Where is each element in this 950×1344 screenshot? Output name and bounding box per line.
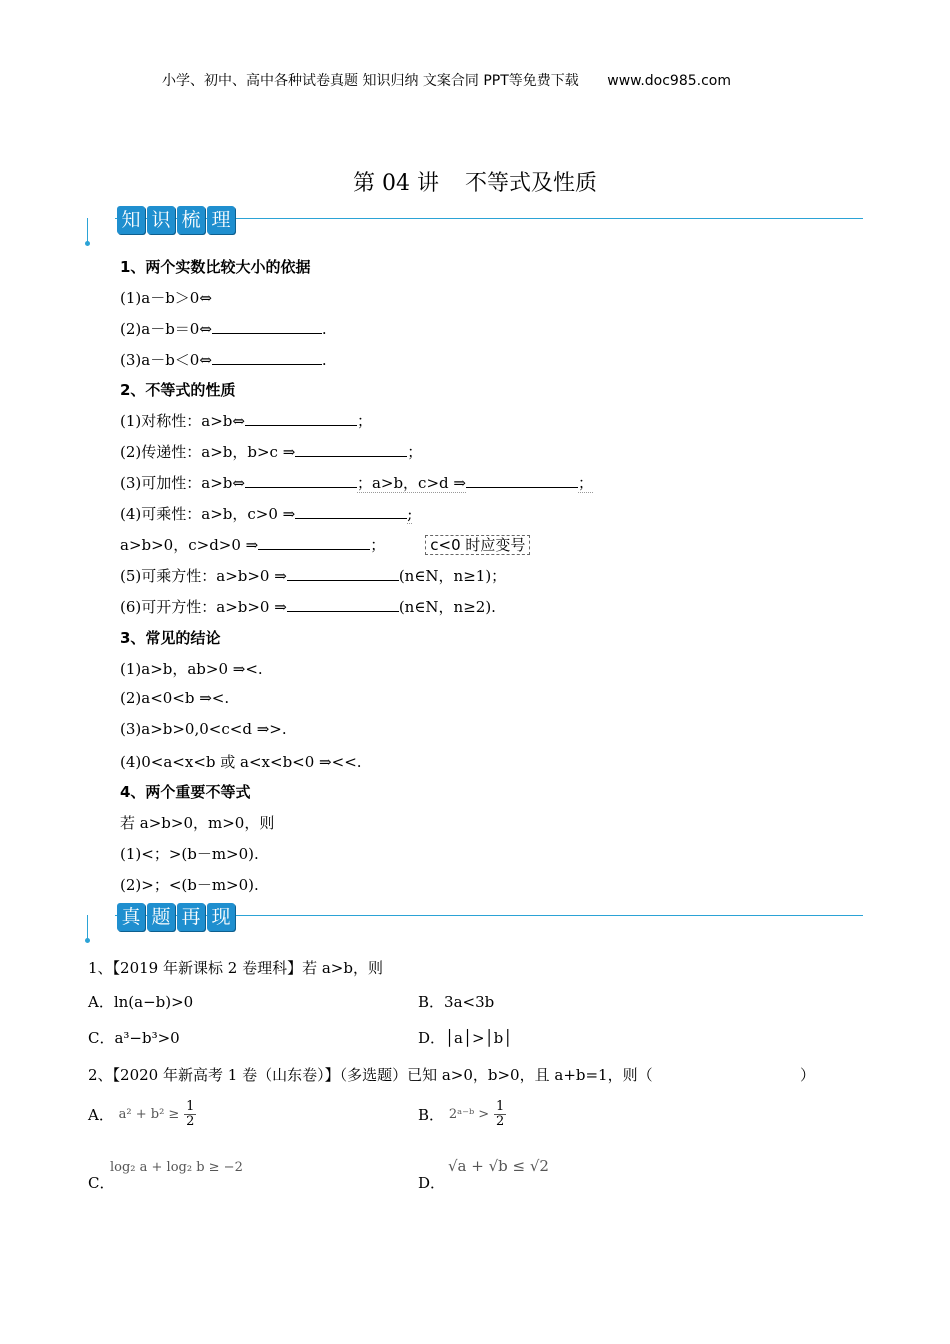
section-exam-header — [87, 903, 863, 943]
question-1-option-c: C．a³−b³>0 — [88, 1029, 180, 1047]
section-tile: 真 — [117, 903, 145, 931]
header-url[interactable]: www.doc985.com — [607, 73, 731, 89]
heading-inequalities: 4、两个重要不等式 — [120, 783, 251, 801]
property-additive: (3)可加性：a>b⇔ ；a>b，c>d ⇒ ； — [120, 474, 593, 492]
conclusion-1: (1)a>b，ab>0 ⇒<. — [120, 660, 263, 678]
question-1-option-b: B．3a<3b — [418, 993, 495, 1011]
question-2-option-c-label: C． — [88, 1174, 115, 1192]
compare-line-3: (3)a－b＜0⇔ . — [120, 351, 327, 369]
question-2-stem: 2、【2020 年新高考 1 卷（山东卷）】（多选题）已知 a>0，b>0，且 a+b=1，则（ — [88, 1066, 653, 1084]
lecture-number: 第 04 讲 — [353, 171, 439, 196]
section-tile: 题 — [147, 903, 175, 931]
property-multiplicative-2: a>b>0，c>d>0 ⇒ ； c<0 时应变号 — [120, 534, 530, 555]
question-1-option-d: D．│a│>│b│ — [418, 1029, 513, 1047]
section-knowledge-header — [87, 206, 863, 246]
heading-properties: 2、不等式的性质 — [120, 381, 236, 399]
property-multiplicative: (4)可乘性：a>b，c>0 ⇒ ; — [120, 505, 413, 523]
property-power: (5)可乘方性：a>b>0 ⇒ (n∈N，n≥1)； — [120, 567, 507, 585]
header-text: 小学、初中、高中各种试卷真题 知识归纳 文案合同 PPT等免费下载 — [162, 73, 579, 89]
question-1-stem: 1、【2019 年新课标 2 卷理科】若 a>b，则 — [88, 959, 383, 977]
question-2-close: ） — [800, 1066, 816, 1084]
question-1-option-a: A．ln(a−b)>0 — [88, 993, 194, 1011]
heading-compare: 1、两个实数比较大小的依据 — [120, 258, 311, 276]
note-box: c<0 时应变号 — [425, 535, 530, 555]
question-2-option-c-expr: log₂ a + log₂ b ≥ −2 — [110, 1160, 243, 1175]
heading-conclusions: 3、常见的结论 — [120, 629, 221, 647]
property-symmetry: (1)对称性：a>b⇔ ； — [120, 412, 372, 430]
fraction: $\frac{1}{2}$ — [495, 1099, 505, 1129]
inequality-2: (2)>；<(b－m>0). — [120, 876, 259, 894]
conclusion-2: (2)a<0<b ⇒<. — [120, 689, 230, 707]
property-transitive: (2)传递性：a>b，b>c ⇒ ； — [120, 443, 423, 461]
fraction: $\frac{1}{2}$ — [186, 1099, 195, 1129]
compare-line-2: (2)a－b＝0⇔ . — [120, 320, 327, 338]
question-2-option-d-expr: √a + √b ≤ √2 — [448, 1157, 549, 1175]
section-tile: 知 — [117, 206, 145, 234]
lecture-topic: 不等式及性质 — [464, 171, 597, 196]
section-tile: 识 — [147, 206, 175, 234]
section-tile: 理 — [207, 206, 235, 234]
page-header — [162, 70, 731, 90]
section-tile: 现 — [207, 903, 235, 931]
property-root: (6)可开方性：a>b>0 ⇒ (n∈N，n≥2). — [120, 598, 496, 616]
conclusion-3: (3)a>b>0,0<c<d ⇒>. — [120, 720, 287, 738]
section-tile: 再 — [177, 903, 205, 931]
conclusion-4: (4)0<a<x<b 或 a<x<b<0 ⇒<<. — [120, 753, 362, 771]
question-2-option-b: B． 2ᵃ⁻ᵇ > $\frac{1}{2}$ — [418, 1099, 505, 1129]
inequality-1: (1)<；>(b－m>0). — [120, 845, 259, 863]
compare-line-1: (1)a－b＞0⇔ — [120, 289, 212, 307]
question-2-option-a: A． a² + b² ≥ $\frac{1}{2}$ — [88, 1099, 195, 1129]
question-2-option-d-label: D． — [418, 1174, 446, 1192]
section-tile: 梳 — [177, 206, 205, 234]
page-title — [0, 166, 950, 197]
inequality-premise: 若 a>b>0，m>0，则 — [120, 814, 275, 832]
